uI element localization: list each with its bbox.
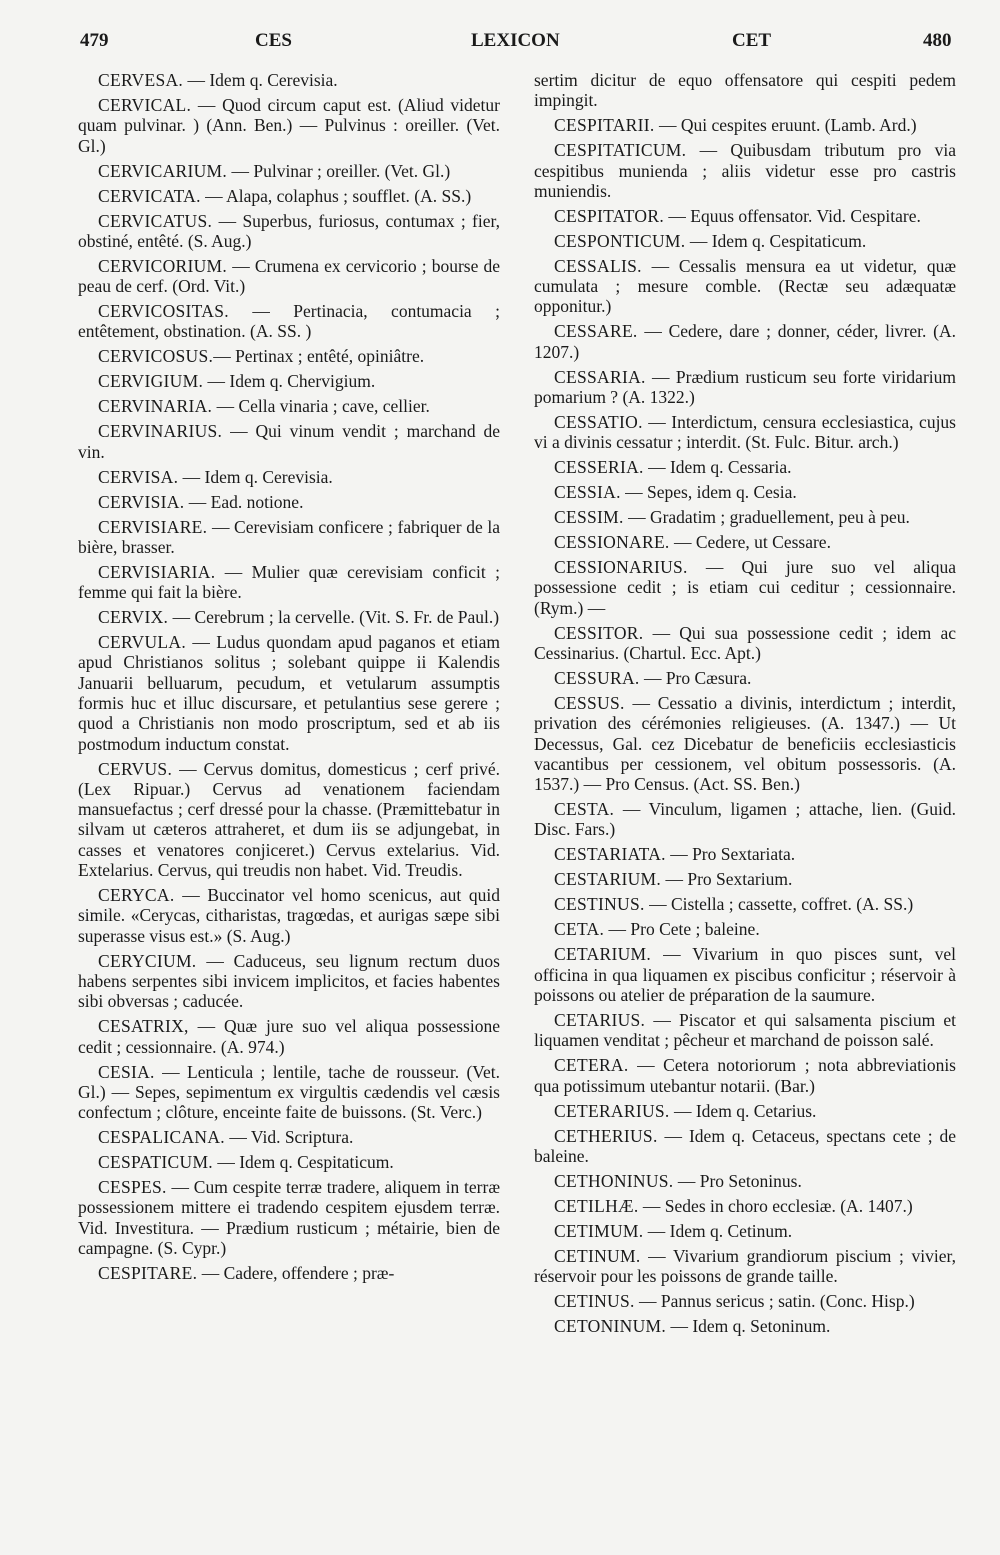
dictionary-entry bbox=[534, 1196, 956, 1216]
dictionary-entry bbox=[534, 1010, 956, 1051]
entry-headword: CESSARE. bbox=[554, 321, 638, 342]
dictionary-entry bbox=[534, 1291, 956, 1311]
dictionary-entry bbox=[534, 693, 956, 794]
dictionary-entry bbox=[78, 1177, 500, 1258]
entry-headword: CETHERIUS. bbox=[554, 1125, 658, 1146]
running-title: LEXICON bbox=[471, 30, 560, 51]
entry-headword: CESTARIATA. bbox=[554, 844, 666, 865]
entry-headword: CESSIA. bbox=[554, 482, 621, 503]
dictionary-entry bbox=[534, 668, 956, 688]
dictionary-entry bbox=[78, 256, 500, 297]
entry-definition: — Pannus sericus ; satin. (Conc. Hisp.) bbox=[634, 1291, 915, 1312]
dictionary-entry bbox=[78, 632, 500, 754]
entry-headword: CETARIUM. bbox=[554, 944, 652, 965]
dictionary-entry bbox=[534, 140, 956, 201]
entry-definition: — Sepes, idem q. Cesia. bbox=[620, 482, 797, 503]
dictionary-entry bbox=[534, 115, 956, 135]
entry-headword: CERVICOSUS. bbox=[98, 346, 214, 367]
dictionary-entry bbox=[534, 944, 956, 1005]
entry-definition: — Cadere, offendere ; præ- bbox=[197, 1262, 395, 1283]
entry-headword: CERYCA. bbox=[98, 885, 175, 906]
entry-definition: — Vivarium grandiorum piscium ; vivier, réservoir pour les poissons de grande taille. bbox=[534, 1245, 956, 1287]
entry-headword: CERVUS. bbox=[98, 758, 173, 779]
entry-definition: — Pro Setoninus. bbox=[673, 1170, 802, 1191]
dictionary-entry bbox=[78, 885, 500, 946]
page-number-left: 479 bbox=[80, 30, 109, 51]
entry-definition: — Cessalis mensura ea ut videtur, quæ cumulata ; mesure comble. (Rectæ seu adæquatæ opponitur.) bbox=[534, 255, 956, 317]
entry-headword: CESIA. bbox=[98, 1061, 155, 1082]
entry-headword: CERVICORIUM. bbox=[98, 255, 228, 276]
dictionary-entry bbox=[534, 507, 956, 527]
entry-definition: — Idem q. Cetaceus, spectans cete ; de baleine. bbox=[534, 1125, 956, 1166]
page-number-right: 480 bbox=[923, 30, 952, 51]
entry-definition: — Vivarium in quo pisces sunt, vel officina in qua liquamen ex piscibus conficitur ; réservoir à poissons ou atelier de préparation de la saumure. bbox=[534, 944, 956, 1005]
entry-headword: CERVICATUS. bbox=[98, 210, 213, 231]
entry-headword: CESSIM. bbox=[554, 507, 624, 528]
entry-headword: CESPITATICUM. bbox=[554, 140, 687, 161]
entry-headword: CESSALIS. bbox=[554, 255, 642, 276]
dictionary-entry bbox=[78, 562, 500, 603]
entry-headword: CETA. bbox=[554, 919, 605, 940]
entry-definition: — Cetera notoriorum ; nota abbreviationis qua potissimum utebantur notarii. (Bar.) bbox=[534, 1055, 956, 1096]
entry-definition: — Qui vinum vendit ; marchand de vin. bbox=[78, 421, 500, 462]
entry-definition: — Quæ jure suo vel aliqua possessione cedit ; cessionnaire. (A. 974.) bbox=[78, 1016, 500, 1057]
entry-definition: — Pertinax ; entêté, opiniâtre. bbox=[213, 346, 425, 367]
dictionary-entry bbox=[78, 95, 500, 156]
entry-headword: CESSIONARIUS. bbox=[554, 557, 688, 578]
entry-headword: CETIMUM. bbox=[554, 1220, 644, 1241]
entry-definition: — Pertinacia, contumacia ; entêtement, obstination. (A. SS. ) bbox=[78, 301, 500, 342]
entry-headword: CESATRIX, bbox=[98, 1016, 189, 1037]
dictionary-entry bbox=[78, 186, 500, 206]
left-column bbox=[78, 70, 500, 1540]
entry-headword: CERVICAL. bbox=[98, 94, 192, 115]
entry-definition: — Lenticula ; lentile, tache de rousseur. (Vet. Gl.) — Sepes, sepimentum ex virgultis cædendis vel cæsis confectum ; clôture, enceinte faite de buissons. (St. Verc.) bbox=[78, 1061, 500, 1123]
dictionary-entry bbox=[534, 844, 956, 864]
dictionary-entry bbox=[534, 623, 956, 664]
dictionary-entry bbox=[534, 231, 956, 251]
entry-definition: — Superbus, furiosus, contumax ; fier, obstiné, entêté. (S. Aug.) bbox=[78, 210, 500, 251]
dictionary-entry bbox=[78, 492, 500, 512]
dictionary-entry bbox=[78, 1062, 500, 1123]
entry-definition: — Idem q. Setoninum. bbox=[666, 1316, 831, 1337]
entry-definition: — Caduceus, seu lignum rectum duos habens serpentes sibi invicem implicitos, et facies habentes sibi obversas ; caducée. bbox=[78, 950, 500, 1012]
entry-definition: — Quibusdam tributum pro via cespitibus munienda ; aliis videtur esse pro castris muniendis. bbox=[534, 140, 956, 201]
entry-definition: — Pro Sextariata. bbox=[665, 844, 796, 865]
dictionary-entry bbox=[534, 919, 956, 939]
dictionary-entry bbox=[534, 1126, 956, 1167]
entry-headword: CESSURA. bbox=[554, 668, 640, 689]
entry-definition: — Cedere, dare ; donner, céder, livrer. (A. 1207.) bbox=[534, 321, 956, 362]
entry-headword: CESPALICANA. bbox=[98, 1127, 225, 1148]
entry-definition: — Gradatim ; graduellement, peu à peu. bbox=[623, 507, 910, 528]
dictionary-entry bbox=[534, 482, 956, 502]
entry-headword: CERVICARIUM. bbox=[98, 160, 228, 181]
entry-definition: — Equus offensator. Vid. Cespitare. bbox=[664, 205, 921, 226]
entry-definition: — Idem q. Cespitaticum. bbox=[212, 1152, 394, 1173]
dictionary-entry bbox=[78, 1016, 500, 1057]
entry-headword: CERYCIUM. bbox=[98, 950, 197, 971]
entry-headword: CETONINUM. bbox=[554, 1316, 667, 1337]
entry-headword: CERVULA. bbox=[98, 632, 187, 653]
entry-headword: CERVESA. bbox=[98, 70, 184, 90]
right-column bbox=[534, 70, 956, 1540]
running-head-right: CET bbox=[732, 30, 772, 51]
entry-headword: CERVICOSITAS. bbox=[98, 301, 229, 322]
entry-headword: CERVIX. bbox=[98, 607, 169, 628]
dictionary-entry bbox=[78, 346, 500, 366]
dictionary-entry bbox=[78, 1152, 500, 1172]
dictionary-entry bbox=[78, 70, 500, 90]
entry-definition: — Alapa, colaphus ; soufflet. (A. SS.) bbox=[200, 185, 472, 206]
entry-headword: CERVISIARE. bbox=[98, 516, 208, 537]
entry-headword: CESTINUS. bbox=[554, 894, 645, 915]
entry-headword: CETARIUS. bbox=[554, 1009, 646, 1030]
entry-headword: CESPATICUM. bbox=[98, 1152, 213, 1173]
dictionary-entry bbox=[534, 1316, 956, 1336]
dictionary-entry bbox=[534, 1221, 956, 1241]
dictionary-entry bbox=[534, 869, 956, 889]
entry-headword: CESSITOR. bbox=[554, 622, 644, 643]
dictionary-entry bbox=[78, 396, 500, 416]
entry-headword: CERVISIA. bbox=[98, 491, 185, 512]
entry-definition: — Sedes in choro ecclesiæ. (A. 1407.) bbox=[638, 1195, 913, 1216]
entry-headword: CESPES. bbox=[98, 1177, 167, 1198]
entry-headword: CESPITARII. bbox=[554, 115, 655, 136]
dictionary-entry bbox=[534, 70, 956, 111]
entry-definition: — Vinculum, ligamen ; attache, lien. (Guid. Disc. Fars.) bbox=[534, 799, 956, 840]
entry-definition: — Qui sua possessione cedit ; idem ac Cessinarius. (Chartul. Ecc. Apt.) bbox=[534, 622, 956, 664]
dictionary-entry bbox=[534, 1055, 956, 1096]
entry-definition: — Cerebrum ; la cervelle. (Vit. S. Fr. de Paul.) bbox=[168, 607, 500, 628]
dictionary-entry bbox=[78, 161, 500, 181]
entry-definition: — Interdictum, censura ecclesiastica, cujus vi a divinis cessatur ; interdit. (St. Fulc. Bitur. arch.) bbox=[534, 411, 956, 453]
entry-definition: — Cella vinaria ; cave, cellier. bbox=[212, 396, 430, 417]
entry-headword: CERVIGIUM. bbox=[98, 371, 204, 392]
dictionary-entry bbox=[78, 1127, 500, 1147]
entry-headword: CESSUS. bbox=[554, 693, 625, 714]
dictionary-entry bbox=[534, 367, 956, 408]
running-head-left: CES bbox=[255, 30, 292, 51]
entry-headword: CESTA. bbox=[554, 799, 615, 820]
entry-definition: — Idem q. Cessaria. bbox=[643, 457, 792, 478]
entry-headword: CESSATIO. bbox=[554, 411, 643, 432]
entry-definition: — Cervus domitus, domesticus ; cerf privé. (Lex Ripuar.) Cervus ad venationem faciendam mansuefactus ; cerf dressé pour la chasse. (Præmittebatur in silvam ut cæteros attraheret, et dum iis se adjungebat, in casses et venatores conjiceret.) Cervus extelarius. Vid. Extelarius. Cervus, qui treudis non habet. Vid. Treudis. bbox=[78, 758, 500, 881]
dictionary-entry bbox=[78, 607, 500, 627]
entry-definition: — Idem q. Cetarius. bbox=[669, 1100, 817, 1121]
entry-headword: CERVISIARIA. bbox=[98, 561, 216, 582]
entry-headword: CETINUM. bbox=[554, 1245, 641, 1266]
entry-definition: — Ludus quondam apud paganos et etiam apud Christianos solitus ; solebant quippe ii Kalendis Januarii belluarum, pecudum, et vetularum assumptis formis huc et illuc discursare, et petulantius sese gerere ; quod a Christianis non modo proscriptum, sed et ab iis postmodum inductum constat. bbox=[78, 632, 500, 754]
entry-headword: CERVICATA. bbox=[98, 185, 201, 206]
dictionary-entry bbox=[534, 894, 956, 914]
entry-definition: sertim dicitur de equo offensatore qui cespiti pedem impingit. bbox=[534, 70, 956, 111]
entry-definition: — Cerevisiam conficere ; fabriquer de la bière, brasser. bbox=[78, 516, 500, 557]
entry-headword: CERVISA. bbox=[98, 466, 179, 487]
entry-headword: CETERA. bbox=[554, 1055, 629, 1076]
entry-definition: — Prædium rusticum seu forte viridarium pomarium ? (A. 1322.) bbox=[534, 366, 956, 407]
entry-headword: CETILHÆ. bbox=[554, 1195, 639, 1216]
entry-definition: — Idem q. Chervigium. bbox=[203, 371, 376, 392]
dictionary-entry bbox=[534, 206, 956, 226]
entry-headword: CESSARIA. bbox=[554, 366, 646, 387]
entry-definition: — Idem q. Cerevisia. bbox=[183, 70, 338, 90]
entry-definition: — Idem q. Cerevisia. bbox=[178, 466, 333, 487]
dictionary-entry bbox=[78, 211, 500, 252]
dictionary-entry bbox=[78, 421, 500, 462]
dictionary-entry bbox=[534, 557, 956, 618]
dictionary-entry bbox=[78, 1263, 500, 1283]
entry-definition: — Idem q. Cespitaticum. bbox=[685, 230, 867, 251]
entry-headword: CESTARIUM. bbox=[554, 869, 662, 890]
dictionary-entry bbox=[534, 1101, 956, 1121]
entry-definition: — Piscator et qui salsamenta piscium et liquamen venditat ; pêcheur et marchand de poisson salé. bbox=[534, 1009, 956, 1051]
dictionary-entry bbox=[78, 371, 500, 391]
entry-headword: CESSERIA. bbox=[554, 457, 644, 478]
entry-definition: — Crumena ex cervicorio ; bourse de peau de cerf. (Ord. Vit.) bbox=[78, 255, 500, 297]
entry-definition: — Cessatio a divinis, interdictum ; interdit, privation des cérémonies religieuses. (A. 1347.) — Ut Decessus, Gal. cez Dicebatur de beneficiis ecclesiasticis vacantibus per cessionem, vel obitum possessoris. (A. 1537.) — Pro Census. (Act. SS. Ben.) bbox=[534, 693, 956, 795]
dictionary-entry bbox=[534, 256, 956, 317]
entry-headword: CESPONTICUM. bbox=[554, 230, 686, 251]
entry-headword: CETERARIUS. bbox=[554, 1100, 670, 1121]
entry-headword: CERVINARIUS. bbox=[98, 421, 223, 442]
entry-definition: — Qui jure suo vel aliqua possessione cedit ; is etiam cui ceditur ; cessionnaire. (Rym.) — bbox=[534, 557, 956, 618]
entry-definition: — Buccinator vel homo scenicus, aut quid simile. «Cerycas, citharistas, tragœdas, et aurigas sæpe sibi superasse visus est.» (S. Aug.) bbox=[78, 885, 500, 946]
page-header bbox=[0, 30, 1000, 70]
dictionary-entry bbox=[78, 301, 500, 342]
dictionary-entry bbox=[78, 951, 500, 1012]
entry-definition: — Quod circum caput est. (Aliud videtur quam pulvinar. ) (Ann. Ben.) — Pulvinus : oreiller. (Vet. Gl.) bbox=[78, 94, 500, 156]
dictionary-entry bbox=[534, 412, 956, 453]
entry-definition: — Pro Cæsura. bbox=[639, 668, 752, 689]
entry-definition: — Pulvinar ; oreiller. (Vet. Gl.) bbox=[227, 160, 451, 181]
dictionary-entry bbox=[78, 517, 500, 558]
entry-definition: — Vid. Scriptura. bbox=[224, 1127, 354, 1148]
entry-headword: CESSIONARE. bbox=[554, 532, 670, 553]
entry-definition: — Pro Cete ; baleine. bbox=[604, 919, 760, 940]
entry-definition: — Idem q. Cetinum. bbox=[643, 1220, 793, 1241]
entry-definition: — Qui cespites eruunt. (Lamb. Ard.) bbox=[654, 115, 917, 136]
dictionary-entry bbox=[78, 467, 500, 487]
entry-headword: CETHONINUS. bbox=[554, 1170, 674, 1191]
entry-definition: — Mulier quæ cerevisiam conficit ; femme qui fait la bière. bbox=[78, 561, 500, 603]
entry-headword: CESPITARE. bbox=[98, 1262, 198, 1283]
dictionary-entry bbox=[534, 799, 956, 840]
entry-definition: — Pro Sextarium. bbox=[661, 869, 793, 890]
dictionary-entry bbox=[534, 457, 956, 477]
entry-definition: — Ead. notione. bbox=[184, 491, 304, 512]
dictionary-entry bbox=[534, 532, 956, 552]
entry-headword: CESPITATOR. bbox=[554, 205, 665, 226]
entry-definition: — Cum cespite terræ tradere, aliquem in terræ possessionem mittere ei tradendo cespitem ejusdem terræ. Vid. Investitura. — Prædium rusticum ; métairie, bien de campagne. (S. Cypr.) bbox=[78, 1177, 500, 1258]
entry-definition: — Cedere, ut Cessare. bbox=[669, 532, 831, 553]
dictionary-entry bbox=[78, 759, 500, 881]
entry-headword: CETINUS. bbox=[554, 1291, 635, 1312]
dictionary-entry bbox=[534, 1246, 956, 1287]
entry-headword: CERVINARIA. bbox=[98, 396, 213, 417]
dictionary-entry bbox=[534, 321, 956, 362]
entry-definition: — Cistella ; cassette, coffret. (A. SS.) bbox=[644, 894, 914, 915]
dictionary-entry bbox=[534, 1171, 956, 1191]
